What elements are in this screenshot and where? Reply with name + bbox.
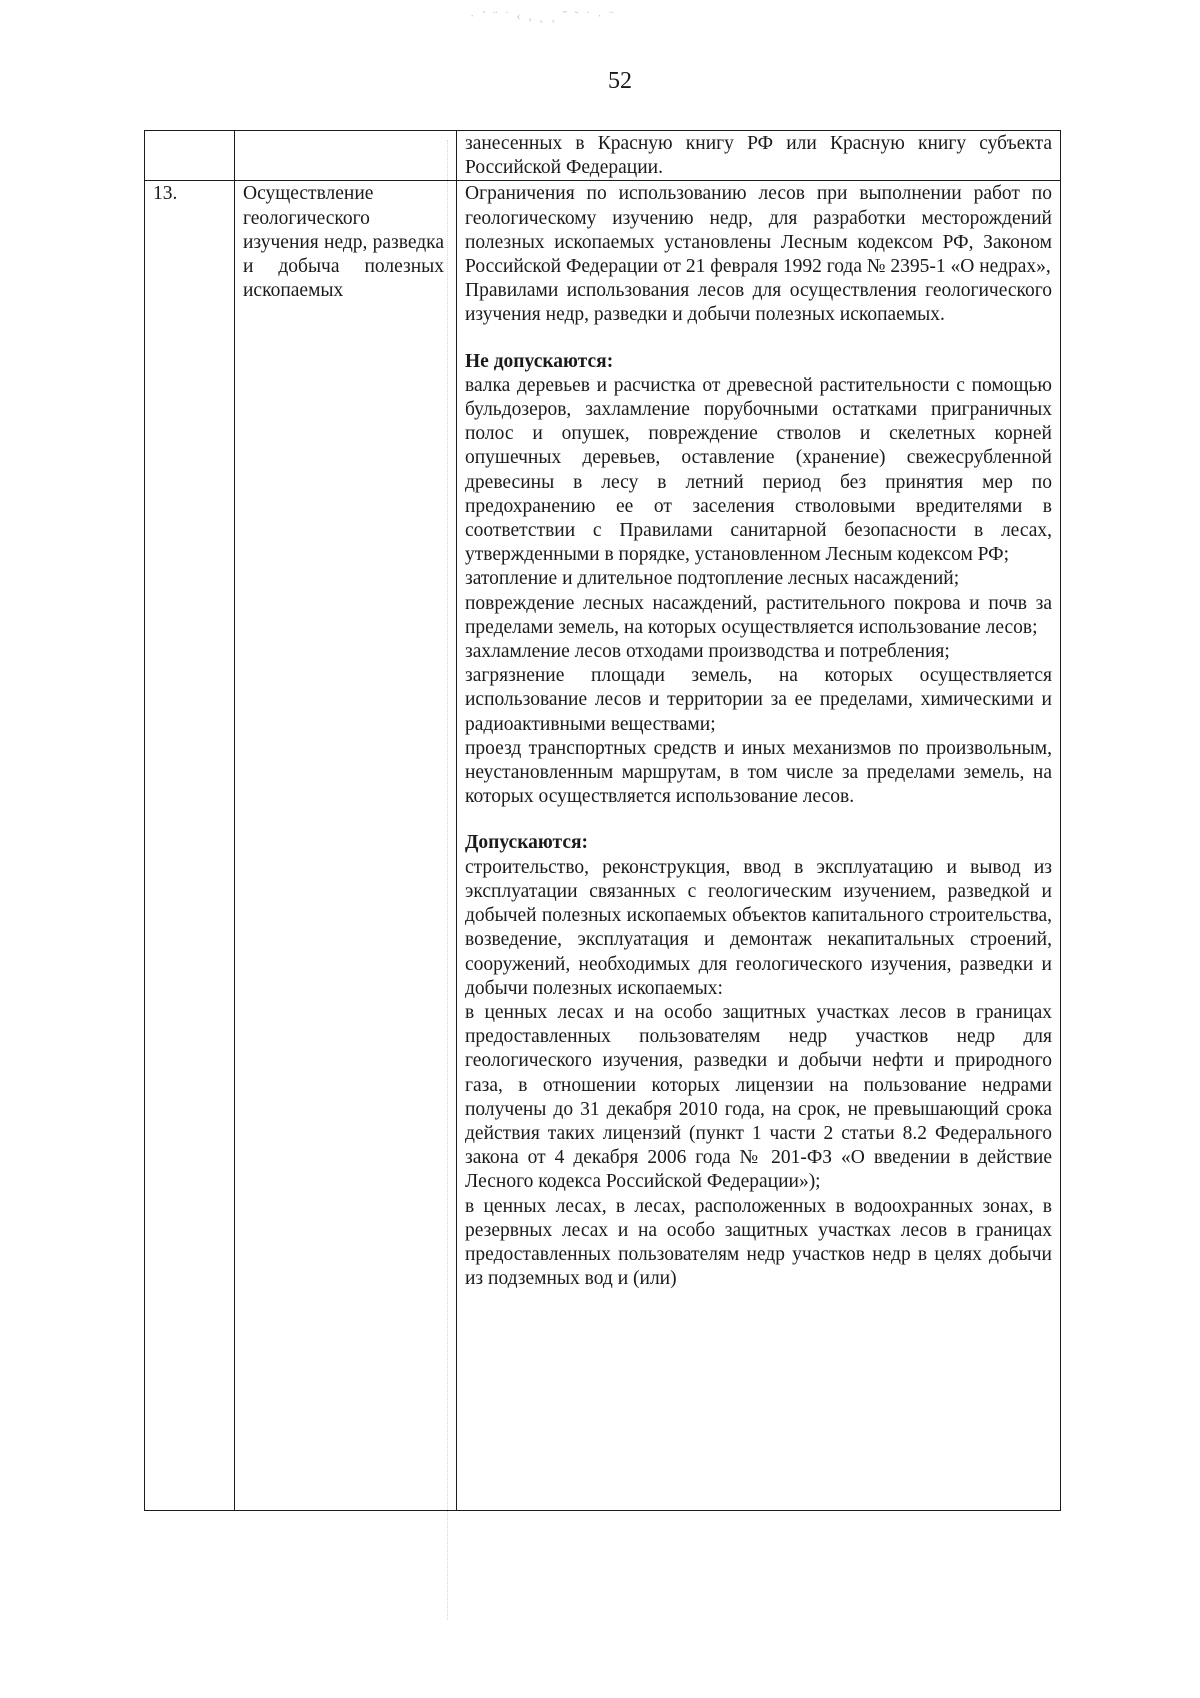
- prohibited-item: валка деревьев и расчистка от древесной растительности с помощью бульдозеров, захламление порубочными остатками приграничных полос и опушек, повреждение стволов и скелетных корней опушечных деревьев, оставление (хранение) свежесрубленной древесины в лесу в летний период без принятия мер по предохранению ее от заселения стволовыми вредителями в соответствии с Правилами санитарной безопасности в лесах, утвержденными в порядке, установленном Лесным кодексом РФ;: [465, 374, 1052, 566]
- prohibited-item: проезд транспортных средств и иных механизмов по произвольным, неустановленным маршрутам, в том числе за пределами земель, на которых осуществляется использование лесов.: [465, 737, 1052, 808]
- continued-text: занесенных в Красную книгу РФ или Красную книгу субъекта Российской Федерации.: [465, 133, 1052, 179]
- cell-number: 13.: [145, 181, 235, 1511]
- scan-noise: · ´ ¨ ˙ ‹ ‚ ˛ ¸ ˝ ˘ ˙ · ¨: [470, 8, 616, 23]
- prohibited-item: захламление лесов отходами производства и потребления;: [465, 641, 950, 663]
- cell-content: [465, 182, 1052, 1510]
- allowed-item: строительство, реконструкция, ввод в эксплуатацию и вывод из эксплуатации связанных с геологическим изучением, разведкой и добычей полезных ископаемых объектов капитального строительства, возведение, эксплуатация и демонтаж некапитальных строений, сооружений, необходимых для геологического изучения, разведки и добычи полезных ископаемых:: [465, 856, 1052, 999]
- prohibited-heading: Не допускаются:: [465, 350, 614, 372]
- activity-name: Осуществление геологического изучения недр, разведка и добыча полезных ископаемых: [243, 183, 444, 302]
- table-row-continued: [145, 131, 1061, 181]
- prohibited-item: затопление и длительное подтопление лесных насаждений;: [465, 568, 960, 590]
- allowed-item: в ценных лесах и на особо защитных участках лесов в границах предоставленных пользователям недр участков недр для геологического изучения, разведки и добычи нефти и природного газа, в отношении которых лицензии на пользование недрами получены до 31 декабря 2010 года, на срок, не превышающий срока действия таких лицензий (пункт 1 части 2 статьи 8.2 Федерального закона от 4 декабря 2006 года № 201-ФЗ «О введении в действие Лесного кодекса Российской Федерации»);: [465, 1001, 1052, 1193]
- restrictions-table: [144, 130, 1061, 1511]
- cell-text: [457, 181, 1061, 1511]
- page-number: [0, 68, 1200, 95]
- prohibited-item: загрязнение площади земель, на которых осуществляется использование лесов и территории за ее пределами, химическими и радиоактивными веществами;: [465, 665, 1052, 735]
- allowed-heading: Допускаются:: [465, 832, 589, 854]
- cell-number: [145, 131, 235, 181]
- intro-paragraph: Ограничения по использованию лесов при выполнении работ по геологическому изучению недр, для разработки месторождений полезных ископаемых установлены Лесным кодексом РФ, Законом Российской Федерации от 21 февраля 1992 года № 2395-1 «О недрах»,: [465, 183, 1052, 278]
- allowed-item: в ценных лесах, в лесах, расположенных в водоохранных зонах, в резервных лесах и на особо защитных участках лесов в границах предоставленных пользователям недр участков недр в целях добычи из подземных вод и (или): [465, 1195, 1052, 1290]
- cell-activity: [235, 181, 457, 1511]
- page-number-text: 52: [608, 68, 632, 94]
- table-row-13: [145, 181, 1061, 1511]
- cell-text: [457, 131, 1061, 181]
- prohibited-item: повреждение лесных насаждений, растительного покрова и почв за пределами земель, на которых осуществляется использование лесов;: [465, 592, 1052, 638]
- rules-paragraph: Правилами использования лесов для осуществления геологического изучения недр, разведки и добычи полезных ископаемых.: [465, 280, 1052, 326]
- cell-activity: [235, 131, 457, 181]
